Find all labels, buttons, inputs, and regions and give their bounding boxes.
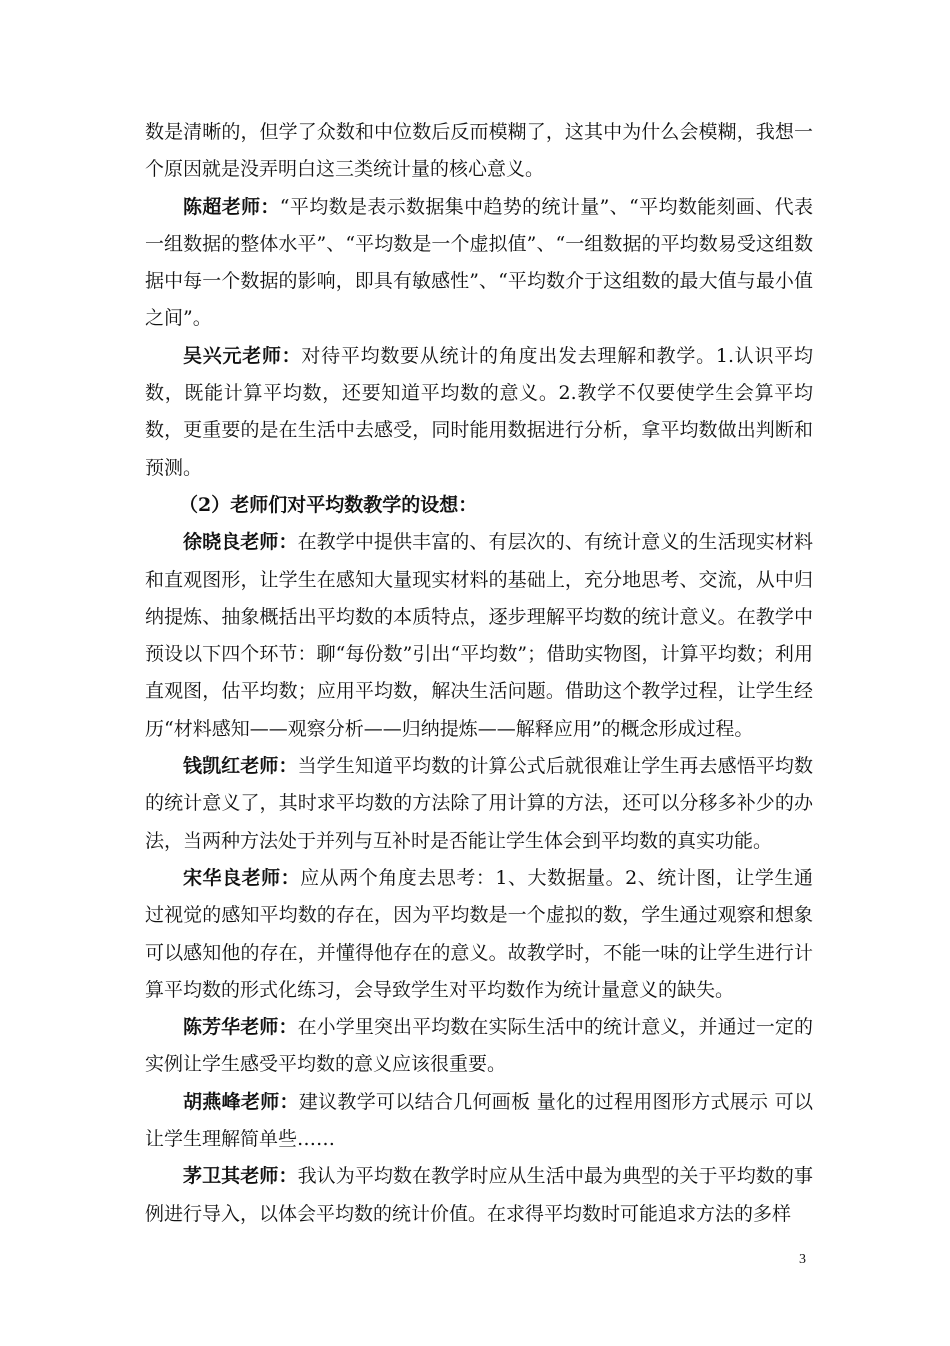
speaker-name: 陈超老师：	[183, 195, 280, 218]
paragraph-xu-xiaoliang	[145, 524, 813, 748]
speaker-name: 吴兴元老师：	[183, 344, 302, 367]
page-number: 3	[799, 1252, 806, 1267]
body-text	[145, 114, 813, 1233]
speaker-name: 茅卫其老师：	[183, 1165, 298, 1188]
speaker-name: 宋华良老师：	[183, 866, 301, 889]
paragraph-chen-fanghua	[145, 1009, 813, 1084]
speaker-name: 胡燕峰老师：	[183, 1090, 299, 1113]
speaker-name: 陈芳华老师：	[183, 1016, 298, 1039]
speaker-name: 钱凯红老师：	[183, 755, 298, 778]
paragraph-mao-weiqi	[145, 1158, 813, 1233]
paragraph-song-hualiang	[145, 860, 813, 1009]
speaker-name: 徐晓良老师：	[183, 531, 298, 554]
paragraph-text: 对待平均数要从统计的角度出发去理解和教学。1.认识平均数，既能计算平均数，还要知道平均数的意义。2.教学不仅要使学生会算平均数，更重要的是在生活中去感受，同时能用数据进行分析，拿平均数做出判断和预测。	[145, 344, 813, 479]
paragraph-text: 应从两个角度去思考：1、大数据量。2、统计图，让学生通过视觉的感知平均数的存在，因为平均数是一个虚拟的数，学生通过观察和想象可以感知他的存在，并懂得他存在的意义。故教学时，不能一味的让学生进行计算平均数的形式化练习，会导致学生对平均数作为统计量意义的缺失。	[145, 866, 813, 1001]
paragraph-hu-yanfeng	[145, 1084, 813, 1159]
paragraph-text: 在教学中提供丰富的、有层次的、有统计意义的生活现实材料和直观图形，让学生在感知大量现实材料的基础上，充分地思考、交流，从中归纳提炼、抽象概括出平均数的本质特点，逐步理解平均数的统计意义。在教学中预设以下四个环节：聊“每份数”引出“平均数”；借助实物图，计算平均数；利用直观图，估平均数；应用平均数，解决生活问题。借助这个教学过程，让学生经历“材料感知——观察分析——归纳提炼——解释应用”的概念形成过程。	[145, 531, 813, 740]
paragraph-text: 建议教学可以结合几何画板 量化的过程用图形方式展示 可以让学生理解简单些……	[145, 1090, 813, 1151]
section-heading: （2）老师们对平均数教学的设想：	[179, 493, 478, 516]
paragraph-text: “平均数是表示数据集中趋势的统计量”、“平均数能刻画、代表一组数据的整体水平”、“平均数是一个虚拟值”、“一组数据的平均数易受这组数据中每一个数据的影响，即具有敏感性”、“平均数介于这组数的最大值与最小值之间”。	[145, 195, 813, 330]
paragraph-qian-kaihong	[145, 748, 813, 860]
paragraph-text: 我认为平均数在教学时应从生活中最为典型的关于平均数的事例进行导入，以体会平均数的统计价值。在求得平均数时可能追求方法的多样	[145, 1165, 813, 1225]
paragraph-continuation	[145, 114, 813, 189]
paragraph-text: 在小学里突出平均数在实际生活中的统计意义，并通过一定的实例让学生感受平均数的意义应该很重要。	[145, 1016, 813, 1076]
paragraph-text: 数是清晰的，但学了众数和中位数后反而模糊了，这其中为什么会模糊，我想一个原因就是没弄明白这三类统计量的核心意义。	[145, 121, 813, 181]
paragraph-text: 当学生知道平均数的计算公式后就很难让学生再去感悟平均数的统计意义了，其时求平均数的方法除了用计算的方法，还可以分移多补少的办法，当两种方法处于并列与互补时是否能让学生体会到平均数的真实功能。	[145, 755, 813, 852]
paragraph-chen-chao	[145, 189, 813, 338]
paragraph-wu-xingyuan	[145, 338, 813, 487]
